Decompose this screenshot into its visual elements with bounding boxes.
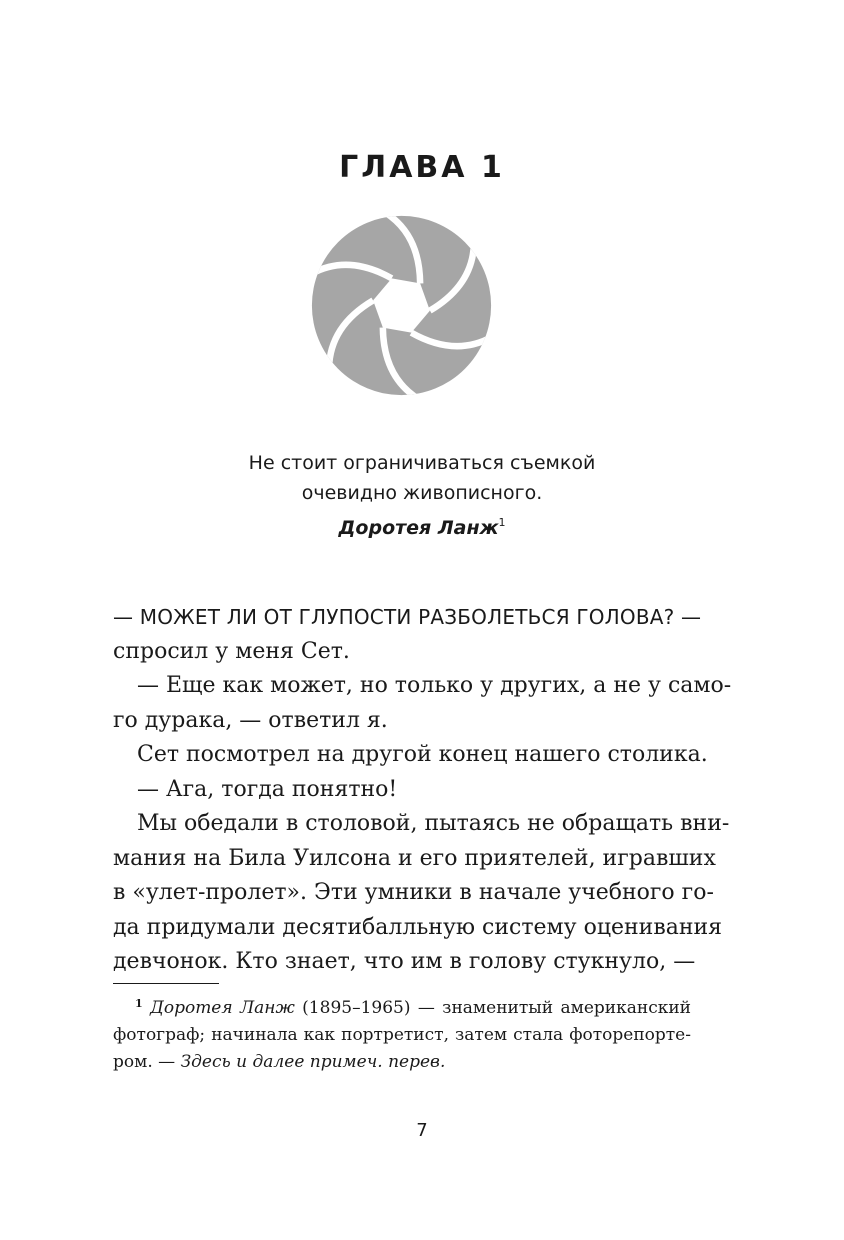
epigraph-attribution <box>0 508 844 543</box>
footnote-line-1 <box>113 990 691 1022</box>
translator-note: Здесь и далее примеч. перев. <box>180 1052 446 1072</box>
footnote-years: (1895–1965) — знаменитый американский <box>294 998 692 1018</box>
epigraph <box>0 448 844 543</box>
footnote <box>113 990 691 1076</box>
page-number: 7 <box>416 1120 428 1141</box>
epigraph-author: Доротея Ланж <box>338 517 499 539</box>
text-line: мания на Била Уилсона и его приятелей, игравших <box>113 845 716 871</box>
footnote-reference: 1 <box>498 516 506 529</box>
footnote-line-3-start: ром. — <box>113 1052 181 1072</box>
text-line: го дурака, — ответил я. <box>113 707 388 733</box>
text-line: — Еще как может, но только у других, а не у само- <box>137 673 732 698</box>
footnote-divider <box>113 983 219 984</box>
text-line: Сет посмотрел на другой конец нашего столика. <box>137 742 708 767</box>
text-line: спросил у меня Сет. <box>113 638 350 664</box>
footnote-name: Доротея Ланж <box>150 998 295 1018</box>
epigraph-line-1: Не стоит ограничиваться съемкой <box>248 452 596 474</box>
footnote-marker: 1 <box>135 997 143 1010</box>
epigraph-line-2: очевидно живописного. <box>301 482 543 504</box>
text-line: девчонок. Кто знает, что им в голову стукнуло, — <box>113 949 696 974</box>
footnote-line-2: фотограф; начинала как портретист, затем стала фоторепорте- <box>113 1025 691 1045</box>
footnote-line-3 <box>113 1049 691 1076</box>
chapter-title: ГЛАВА 1 <box>339 150 505 185</box>
text-line: — Ага, тогда понятно! <box>137 776 398 802</box>
text-line: да придумали десятибалльную систему оценивания <box>113 914 723 940</box>
text-line: — МОЖЕТ ЛИ ОТ ГЛУПОСТИ РАЗБОЛЕТЬСЯ ГОЛОВА? — <box>113 605 702 629</box>
body-text <box>113 600 732 980</box>
text-line: в «улет-пролет». Эти умники в начале учебного го- <box>113 880 714 905</box>
text-line: Мы обедали в столовой, пытаясь не обращать вни- <box>137 811 730 836</box>
camera-aperture-icon <box>311 215 492 396</box>
